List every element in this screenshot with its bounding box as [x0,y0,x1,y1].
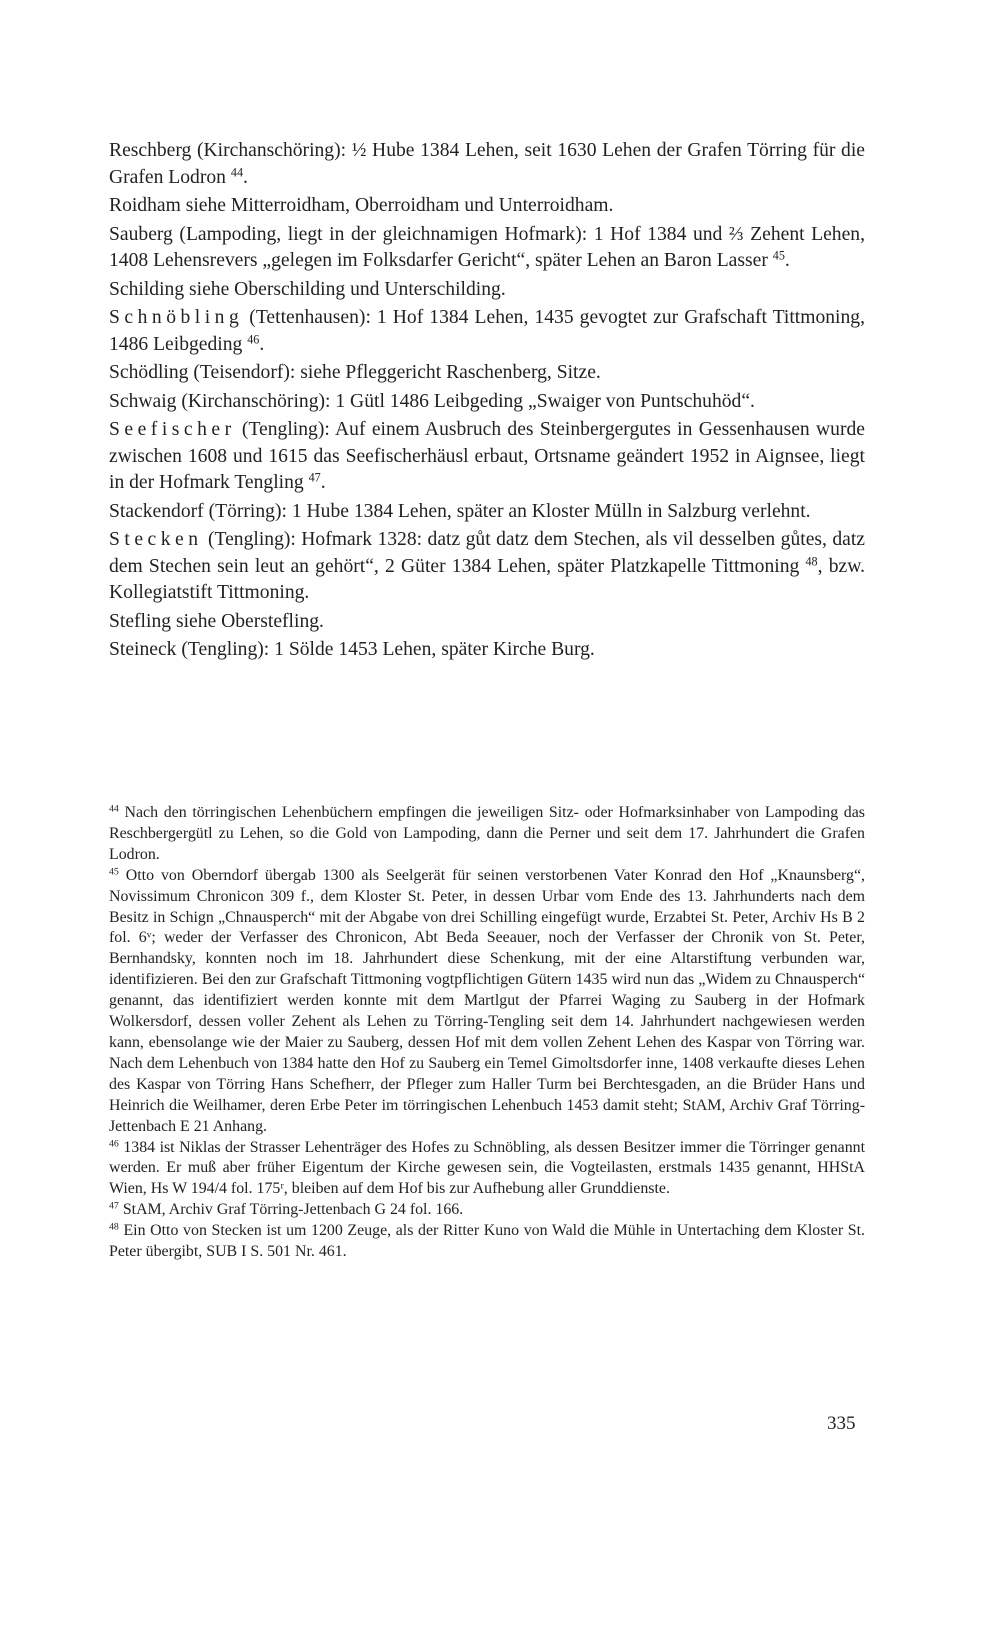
entry-text: (Tettenhausen): 1 Hof 1384 Lehen, 1435 gevogtet zur Grafschaft Tittmoning, 1486 Leibgeding [109,307,865,355]
entry-head: Sauberg [109,223,173,245]
footnote-number: 45 [109,866,119,878]
footnote-48 [109,1221,865,1263]
entry-head: Stackendorf [109,500,204,522]
footnote-ref[interactable]: 48 [805,553,818,568]
footnotes [109,803,865,1263]
entry-seefischer: Seefischer (Tengling): Auf einem Ausbruch des Steinbergergutes in Gessenhausen wurde zwischen 1608 und 1615 das Seefischerhäusl erbaut, Ortsname geändert 1952 in Aignsee, liegt in der Hofmark Tengling $^{47}$. [109,419,865,493]
footnote-number: 48 [109,1221,119,1233]
entry-stefling [109,609,865,636]
entry-text: (Teisendorf): siehe Pfleggericht Raschenberg, Sitze. [188,362,601,383]
entry-text: (Kirchanschöring): ½ Hube 1384 Lehen, seit 1630 Lehen der Grafen Törring für die Grafen Lodron [109,140,865,188]
entry-schoedling [109,360,865,387]
entry-head: Steineck [109,639,177,660]
entry-head: Schwaig [109,390,177,412]
entry-head: Schödling [109,362,189,383]
entry-text: (Lampoding, liegt in der gleichnamigen Hofmark): 1 Hof 1384 und ⅔ Zehent Lehen, 1408 Lehensrevers „gelegen im Folksdarfer Gericht“, später Lehen an Baron Lasser [109,223,865,271]
entry-text: (Törring): 1 Hube 1384 Lehen, später an Kloster Mülln in Salzburg verlehnt. [203,500,811,522]
entry-roidham [109,193,865,220]
footnote-number: 44 [109,803,119,815]
footnote-text: Ein Otto von Stecken ist um 1200 Zeuge, als der Ritter Kuno von Wald die Mühle in Untertaching dem Kloster St. Peter übergibt, SUB I S. 501 Nr. 461. [109,1222,865,1261]
footnote-ref[interactable]: 45 [772,248,785,263]
footnote-text: Otto von Oberndorf übergab 1300 als Seelgerät für seinen verstorbenen Vater Konrad den Hof „Knaunsberg“, Novissimum Chronicon 309 f., dem Kloster St. Peter, in dessen Urbar vom Ende des 13. Jahrhunderts nach dem Besitz in Schign „Chnausperch“ mit der Abgabe von drei Schilling eingefügt wurde, Erzabtei St. Peter, Archiv Hs B 2 fol. 6ᵛ; weder der Verfasser des Chronicon, Abt Beda Seeauer, noch der Verfasser der Chronik von St. Peter, Bernhandsky, konnten noch im 18. Jahrhundert diese Schenkung, mit der eine Altarstiftung verbunden war, identifizieren. Bei den zur Grafschaft Tittmoning vogtpflichtigen Gütern 1435 wird nun das „Widem zu Chnausperch“ genannt, das identifiziert werden konnte mit dem Martlgut der Pfarrei Waging zu Sauberg in der Hofmark Wolkersdorf, dessen voller Zehent als Lehen zu Törring-Tengling seit dem 14. Jahrhundert nachgewiesen werden kann, ebensolange wie der Maier zu Sauberg, dessen Hof mit dem vollen Zehent Lehen des Kaspar von Törring war. Nach dem Lehenbuch von 1384 hatte den Hof zu Sauberg ein Temel Gimoltsdorfer inne, 1408 verkaufte dieses Lehen des Kaspar von Törring Hans Schefherr, der Pfleger zum Haller Turm bei Berchtesgaden, an die Brüder Hans und Heinrich die Weilhamer, deren Erbe Peter im törringischen Lehenbuch 1453 damit steht; StAM, Archiv Graf Törring-Jettenbach E 21 Anhang. [109,866,865,1135]
entry-schwaig [109,389,865,416]
entry-head: Stecken [109,529,203,550]
entry-text: siehe Oberschilding und Unterschilding. [184,278,506,300]
entry-stecken: Stecken (Tengling): Hofmark 1328: datz gůt datz dem Stechen, als vil desselben gůtes, datz dem Stechen sein leut an gehört“, 2 Güter 1384 Lehen, später Platzkapelle Tittmoning $^{48}$, bzw. Kollegiatstift Tittmoning. [109,529,865,603]
footnote-number: 47 [109,1200,119,1212]
footnote-44 [109,803,865,866]
entry-text: siehe Oberstefling. [171,610,324,632]
entry-steineck [109,637,865,664]
footnote-number: 46 [109,1138,119,1150]
entry-schilding [109,277,865,304]
entry-text: siehe Mitterroidham, Oberroidham und Unterroidham. [180,195,614,216]
footnote-46 [109,1138,865,1201]
entry-text: (Tengling): 1 Sölde 1453 Lehen, später Kirche Burg. [176,639,595,660]
entry-sauberg: Sauberg (Lampoding, liegt in der gleichnamigen Hofmark): 1 Hof 1384 und ⅔ Zehent Lehen, 1408 Lehensrevers „gelegen im Folksdarfer Gericht“, später Lehen an Baron Lasser $^{45}$. [109,223,865,271]
footnote-text: Nach den törringischen Lehenbüchern empfingen die jeweiligen Sitz- oder Hofmarksinhaber von Lampoding das Reschbergergütl zu Lehen, so die Gold von Lampoding, dann die Perner und seit dem 17. Jahrhundert die Grafen Lodron. [109,804,865,863]
entry-head: Schilding [109,278,185,300]
footnote-ref[interactable]: 47 [308,470,321,485]
entry-head: Seefischer [109,419,236,440]
footnote-text: StAM, Archiv Graf Törring-Jettenbach G 24 fol. 166. [118,1201,464,1219]
entry-schnoebling: Schnöbling (Tettenhausen): 1 Hof 1384 Lehen, 1435 gevogtet zur Grafschaft Tittmoning, 1486 Leibgeding $^{46}$. [109,307,865,355]
entry-head: Schnöbling [109,307,244,328]
entry-head: Reschberg [109,140,192,161]
entry-text: (Kirchanschöring): 1 Gütl 1486 Leibgeding „Swaiger von Puntschuhöd“. [176,390,755,412]
footnote-ref[interactable]: 46 [247,331,260,346]
entry-text: (Tengling): Auf einem Ausbruch des Steinbergergutes in Gessenhausen wurde zwischen 1608 und 1615 das Seefischerhäusl erbaut, Ortsname geändert 1952 in Aignsee, liegt in der Hofmark Tengling [109,419,865,493]
entry-stackendorf [109,499,865,526]
entry-reschberg: Reschberg (Kirchanschöring): ½ Hube 1384 Lehen, seit 1630 Lehen der Grafen Törring für die Grafen Lodron $^{44}$. [109,140,865,188]
footnote-47 [109,1200,865,1221]
entry-list [109,138,865,664]
footnote-text: 1384 ist Niklas der Strasser Lehenträger des Hofes zu Schnöbling, als dessen Besitzer immer die Törringer genannt werden. Er muß aber früher Eigentum der Kirche gewesen sein, die Vogteilasten, erstmals 1435 genannt, HHStA Wien, Hs W 194/4 fol. 175ʳ, bleiben auf dem Hof bis zur Aufhebung aller Grunddienste. [109,1138,865,1198]
footnote-ref[interactable]: 44 [230,164,244,179]
entry-head: Stefling [109,610,172,632]
footnote-45 [109,866,865,1138]
entry-text: (Tengling): Hofmark 1328: datz gůt datz dem Stechen, als vil desselben gůtes, datz dem Stechen sein leut an gehört“, 2 Güter 1384 Lehen, später Platzkapelle Tittmoning [109,529,865,577]
entry-head: Roidham [109,195,181,216]
page-number: 335 [827,1413,856,1434]
